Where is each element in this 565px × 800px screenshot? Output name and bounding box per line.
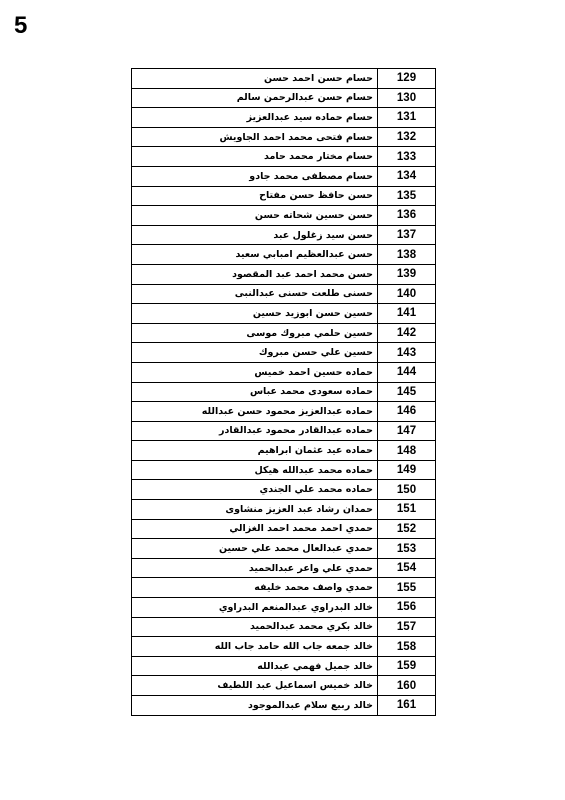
table-row xyxy=(132,519,436,539)
row-name: خالد جميل فهمي عبدالله xyxy=(132,656,378,676)
row-number: 155 xyxy=(378,578,436,598)
row-number: 136 xyxy=(378,206,436,226)
table-row xyxy=(132,206,436,226)
row-number: 132 xyxy=(378,127,436,147)
row-name: حمدي واصف محمد خليفه xyxy=(132,578,378,598)
names-table-body xyxy=(132,69,436,716)
row-number: 152 xyxy=(378,519,436,539)
row-name: حسين حلمي مبروك موسى xyxy=(132,323,378,343)
row-number: 135 xyxy=(378,186,436,206)
table-row xyxy=(132,696,436,716)
row-name: حماده عبدالقادر محمود عبدالقادر xyxy=(132,421,378,441)
row-number: 134 xyxy=(378,166,436,186)
row-number: 153 xyxy=(378,539,436,559)
table-row xyxy=(132,304,436,324)
row-number: 133 xyxy=(378,147,436,167)
table-row xyxy=(132,284,436,304)
row-name: حسام حماده سيد عبدالعزيز xyxy=(132,108,378,128)
row-name: حسنى طلعت حسنى عبدالنبى xyxy=(132,284,378,304)
row-number: 143 xyxy=(378,343,436,363)
row-number: 150 xyxy=(378,480,436,500)
row-name: حسن حسين شحاته حسن xyxy=(132,206,378,226)
row-number: 140 xyxy=(378,284,436,304)
row-number: 156 xyxy=(378,598,436,618)
row-name: حماده محمد عبدالله هيكل xyxy=(132,460,378,480)
row-number: 147 xyxy=(378,421,436,441)
table-row xyxy=(132,225,436,245)
table-row xyxy=(132,382,436,402)
table-row xyxy=(132,245,436,265)
row-number: 154 xyxy=(378,558,436,578)
table-row xyxy=(132,421,436,441)
row-name: حسين حسن ابوزيد حسين xyxy=(132,304,378,324)
row-number: 159 xyxy=(378,656,436,676)
table-row xyxy=(132,656,436,676)
row-number: 149 xyxy=(378,460,436,480)
names-table xyxy=(131,68,436,716)
row-number: 146 xyxy=(378,402,436,422)
row-name: حسام حسن احمد حسن xyxy=(132,69,378,89)
row-name: خالد خميس اسماعيل عبد اللطيف xyxy=(132,676,378,696)
row-number: 130 xyxy=(378,88,436,108)
row-number: 139 xyxy=(378,264,436,284)
table-row xyxy=(132,637,436,657)
table-row xyxy=(132,186,436,206)
table-row xyxy=(132,578,436,598)
row-number: 141 xyxy=(378,304,436,324)
row-name: حماده عيد عثمان ابراهيم xyxy=(132,441,378,461)
row-name: حماده حسين احمد خميس xyxy=(132,362,378,382)
page-number: 5 xyxy=(14,12,28,39)
table-row xyxy=(132,264,436,284)
row-name: حسام مختار محمد حامد xyxy=(132,147,378,167)
table-row xyxy=(132,480,436,500)
row-number: 160 xyxy=(378,676,436,696)
row-name: حسن سيد زغلول عبد xyxy=(132,225,378,245)
row-name: خالد البدراوي عبدالمنعم البدراوي xyxy=(132,598,378,618)
row-name: حسن حافظ حسن مفتاح xyxy=(132,186,378,206)
row-name: حسام حسن عبدالرحمن سالم xyxy=(132,88,378,108)
row-name: حمدان رشاد عبد العزيز منشاوى xyxy=(132,500,378,520)
row-number: 148 xyxy=(378,441,436,461)
table-row xyxy=(132,362,436,382)
row-name: حمدي علي واعر عبدالحميد xyxy=(132,558,378,578)
row-number: 138 xyxy=(378,245,436,265)
table-row xyxy=(132,108,436,128)
row-number: 129 xyxy=(378,69,436,89)
row-name: حسام فتحى محمد احمد الجاويش xyxy=(132,127,378,147)
table-row xyxy=(132,147,436,167)
table-row xyxy=(132,88,436,108)
table-row xyxy=(132,460,436,480)
row-number: 145 xyxy=(378,382,436,402)
table-row xyxy=(132,500,436,520)
row-name: حسن عبدالعظيم امبابي سعيد xyxy=(132,245,378,265)
table-row xyxy=(132,69,436,89)
row-name: خالد جمعه جاب الله حامد جاب الله xyxy=(132,637,378,657)
table-row xyxy=(132,441,436,461)
row-name: حمدي عبدالعال محمد علي حسين xyxy=(132,539,378,559)
table-row xyxy=(132,323,436,343)
table-row xyxy=(132,617,436,637)
row-number: 142 xyxy=(378,323,436,343)
row-name: حماده سعودى محمد عباس xyxy=(132,382,378,402)
table-row xyxy=(132,558,436,578)
row-number: 137 xyxy=(378,225,436,245)
row-name: حسام مصطفى محمد جادو xyxy=(132,166,378,186)
table-row xyxy=(132,539,436,559)
row-name: حمدي احمد محمد احمد الغزالي xyxy=(132,519,378,539)
table-row xyxy=(132,598,436,618)
row-name: حماده عبدالعزيز محمود حسن عبدالله xyxy=(132,402,378,422)
row-number: 158 xyxy=(378,637,436,657)
row-number: 131 xyxy=(378,108,436,128)
table-row xyxy=(132,127,436,147)
table-row xyxy=(132,676,436,696)
row-name: حسن محمد احمد عبد المقصود xyxy=(132,264,378,284)
table-row xyxy=(132,402,436,422)
row-name: حماده محمد علي الجندي xyxy=(132,480,378,500)
row-number: 144 xyxy=(378,362,436,382)
table-row xyxy=(132,166,436,186)
row-number: 157 xyxy=(378,617,436,637)
row-number: 161 xyxy=(378,696,436,716)
row-number: 151 xyxy=(378,500,436,520)
row-name: خالد بكري محمد عبدالحميد xyxy=(132,617,378,637)
table-row xyxy=(132,343,436,363)
row-name: حسين علي حسن مبروك xyxy=(132,343,378,363)
row-name: خالد ربيع سلام عبدالموجود xyxy=(132,696,378,716)
